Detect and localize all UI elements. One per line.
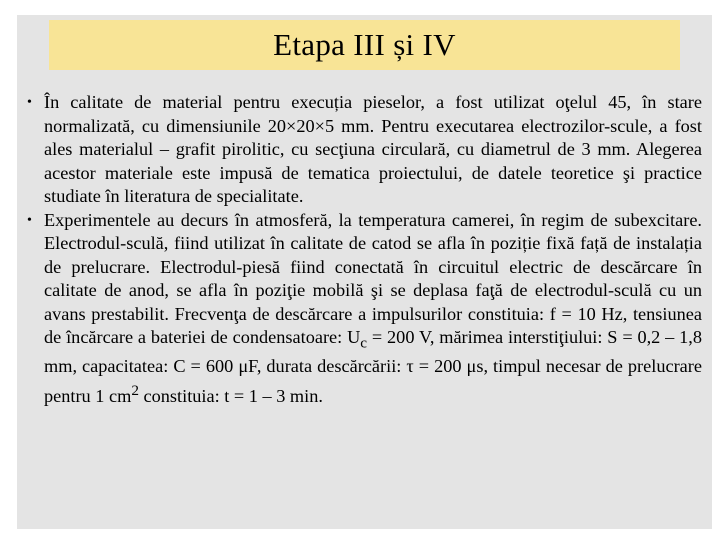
title-banner — [49, 20, 680, 70]
bullet-item-materials — [27, 91, 702, 209]
bullet-dot-icon: • — [27, 95, 32, 110]
bullet-item-experiments — [27, 209, 702, 409]
bullet-dot-icon: • — [27, 212, 32, 228]
slide — [17, 15, 712, 529]
slide-title: Etapa III și IV — [273, 27, 456, 62]
bullet-list — [27, 91, 702, 408]
bullet-text: Experimentele au decurs în atmosferă, la temperatura camerei, în regim de subexcitare. Electrodul-sculă, fiind utilizat în calitate de catod se afla în poziție fixă față de instalația de prelucrare. Electrodul-piesă fiind conectată în circuitul electric de descărcare în calitate de anod, se afla în poziţie mobilă şi se deplasa faţă de electrodul-sculă cu un avans prestabilit. Frecvenţa de descărcare a impulsurilor constituia: f = 10 Hz, tensiunea de încărcare a bateriei de condensatoare: $U_c = 200$ V, mărimea interstiţiului: S = 0,2 – 1,8 mm, capacitatea: C = 600 μF, durata descărcării: τ = 200 μs, timpul necesar de prelucrare pentru 1 $cm^2$ constituia: t = 1 – 3 min. — [44, 209, 702, 406]
bullet-text: În calitate de material pentru execuția pieselor, a fost utilizat oţelul 45, în stare normalizată, cu dimensiunile 20×20×5 mm. Pentru executarea electrozilor-scule, a fost ales materialul – grafit pirolitic, cu secţiuna circulară, cu diametrul de 3 mm. Alegerea acestor materiale este impusă de tematica proiectului, de datele teoretice şi practice studiate în literatura de specialitate. — [44, 92, 702, 206]
